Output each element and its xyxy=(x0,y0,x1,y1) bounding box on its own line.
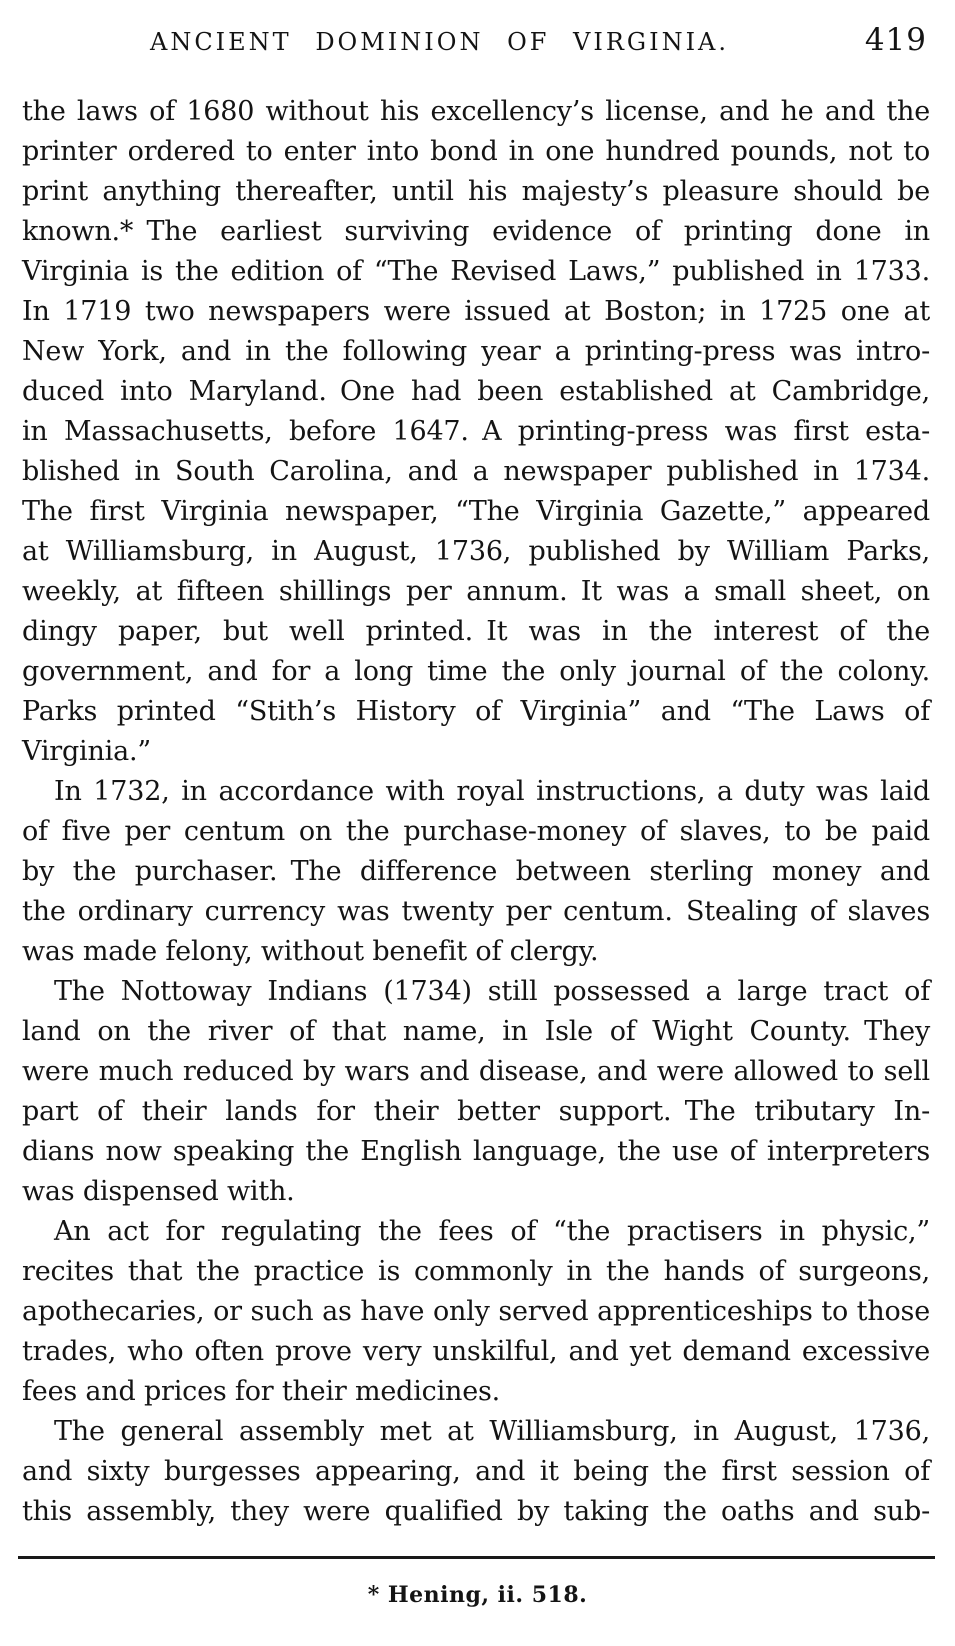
running-header xyxy=(22,22,927,62)
text-line: recites that the practice is commonly in the hands of surgeons, xyxy=(22,1256,930,1287)
text-line: The first Virginia newspaper, “The Virginia Gazette,” appeared xyxy=(22,496,930,527)
text-line: duced into Maryland. One had been established at Cambridge, xyxy=(22,376,930,407)
page-number: 419 xyxy=(864,22,927,58)
text-line: dians now speaking the English language, the use of interpreters xyxy=(22,1136,930,1167)
text-line: Parks printed “Stith’s History of Virginia” and “The Laws of xyxy=(22,696,930,727)
page-body xyxy=(22,92,930,1532)
text-line: dingy paper, but well printed. It was in the interest of the xyxy=(22,616,930,647)
text-line: weekly, at fifteen shillings per annum. It was a small sheet, on xyxy=(22,576,930,607)
text-line: was made felony, without benefit of clergy. xyxy=(22,936,599,967)
text-line: land on the river of that name, in Isle of Wight County. They xyxy=(22,1016,930,1047)
text-line: this assembly, they were qualified by taking the oaths and sub- xyxy=(22,1496,930,1527)
footnote-divider xyxy=(18,1556,935,1559)
text-line: were much reduced by wars and disease, and were allowed to sell xyxy=(22,1056,930,1087)
text-line: fees and prices for their medicines. xyxy=(22,1376,501,1407)
text-line: was dispensed with. xyxy=(22,1176,295,1207)
text-line: In 1732, in accordance with royal instructions, a duty was laid xyxy=(54,776,930,807)
text-line: and sixty burgesses appearing, and it being the first session of xyxy=(22,1456,930,1487)
text-line: Virginia is the edition of “The Revised Laws,” published in 1733. xyxy=(22,256,930,287)
text-line: by the purchaser. The difference between sterling money and xyxy=(22,856,930,887)
text-line: In 1719 two newspapers were issued at Boston; in 1725 one at xyxy=(22,296,930,327)
text-line: New York, and in the following year a printing-press was intro- xyxy=(22,336,930,367)
footnote-text: * Hening, ii. 518. xyxy=(367,1582,588,1608)
text-line: The general assembly met at Williamsburg, in August, 1736, xyxy=(54,1416,930,1447)
text-line: known.* The earliest surviving evidence of printing done in xyxy=(22,216,930,247)
text-line: blished in South Carolina, and a newspaper published in 1734. xyxy=(22,456,930,487)
text-line: printer ordered to enter into bond in one hundred pounds, not to xyxy=(22,136,930,167)
text-line: in Massachusetts, before 1647. A printing-press was first esta- xyxy=(22,416,930,447)
text-line: at Williamsburg, in August, 1736, published by William Parks, xyxy=(22,536,930,567)
text-line: the ordinary currency was twenty per centum. Stealing of slaves xyxy=(22,896,930,927)
paragraph xyxy=(22,1412,930,1532)
text-line: print anything thereafter, until his majesty’s pleasure should be xyxy=(22,176,930,207)
paragraph xyxy=(22,92,930,772)
paragraph xyxy=(22,1212,930,1412)
paragraph xyxy=(22,772,930,972)
paragraph xyxy=(22,972,930,1212)
text-line: government, and for a long time the only journal of the colony. xyxy=(22,656,930,687)
text-line: part of their lands for their better support. The tributary In- xyxy=(22,1096,930,1127)
text-line: The Nottoway Indians (1734) still possessed a large tract of xyxy=(54,976,930,1007)
text-line: apothecaries, or such as have only served apprenticeships to those xyxy=(22,1296,930,1327)
text-line: Virginia.” xyxy=(22,736,151,767)
text-line: An act for regulating the fees of “the practisers in physic,” xyxy=(54,1216,930,1247)
running-title: ANCIENT DOMINION OF VIRGINIA. xyxy=(149,28,730,56)
text-line: of five per centum on the purchase-money of slaves, to be paid xyxy=(22,816,930,847)
text-line: trades, who often prove very unskilful, and yet demand excessive xyxy=(22,1336,930,1367)
text-line: the laws of 1680 without his excellency’s license, and he and the xyxy=(22,96,930,127)
